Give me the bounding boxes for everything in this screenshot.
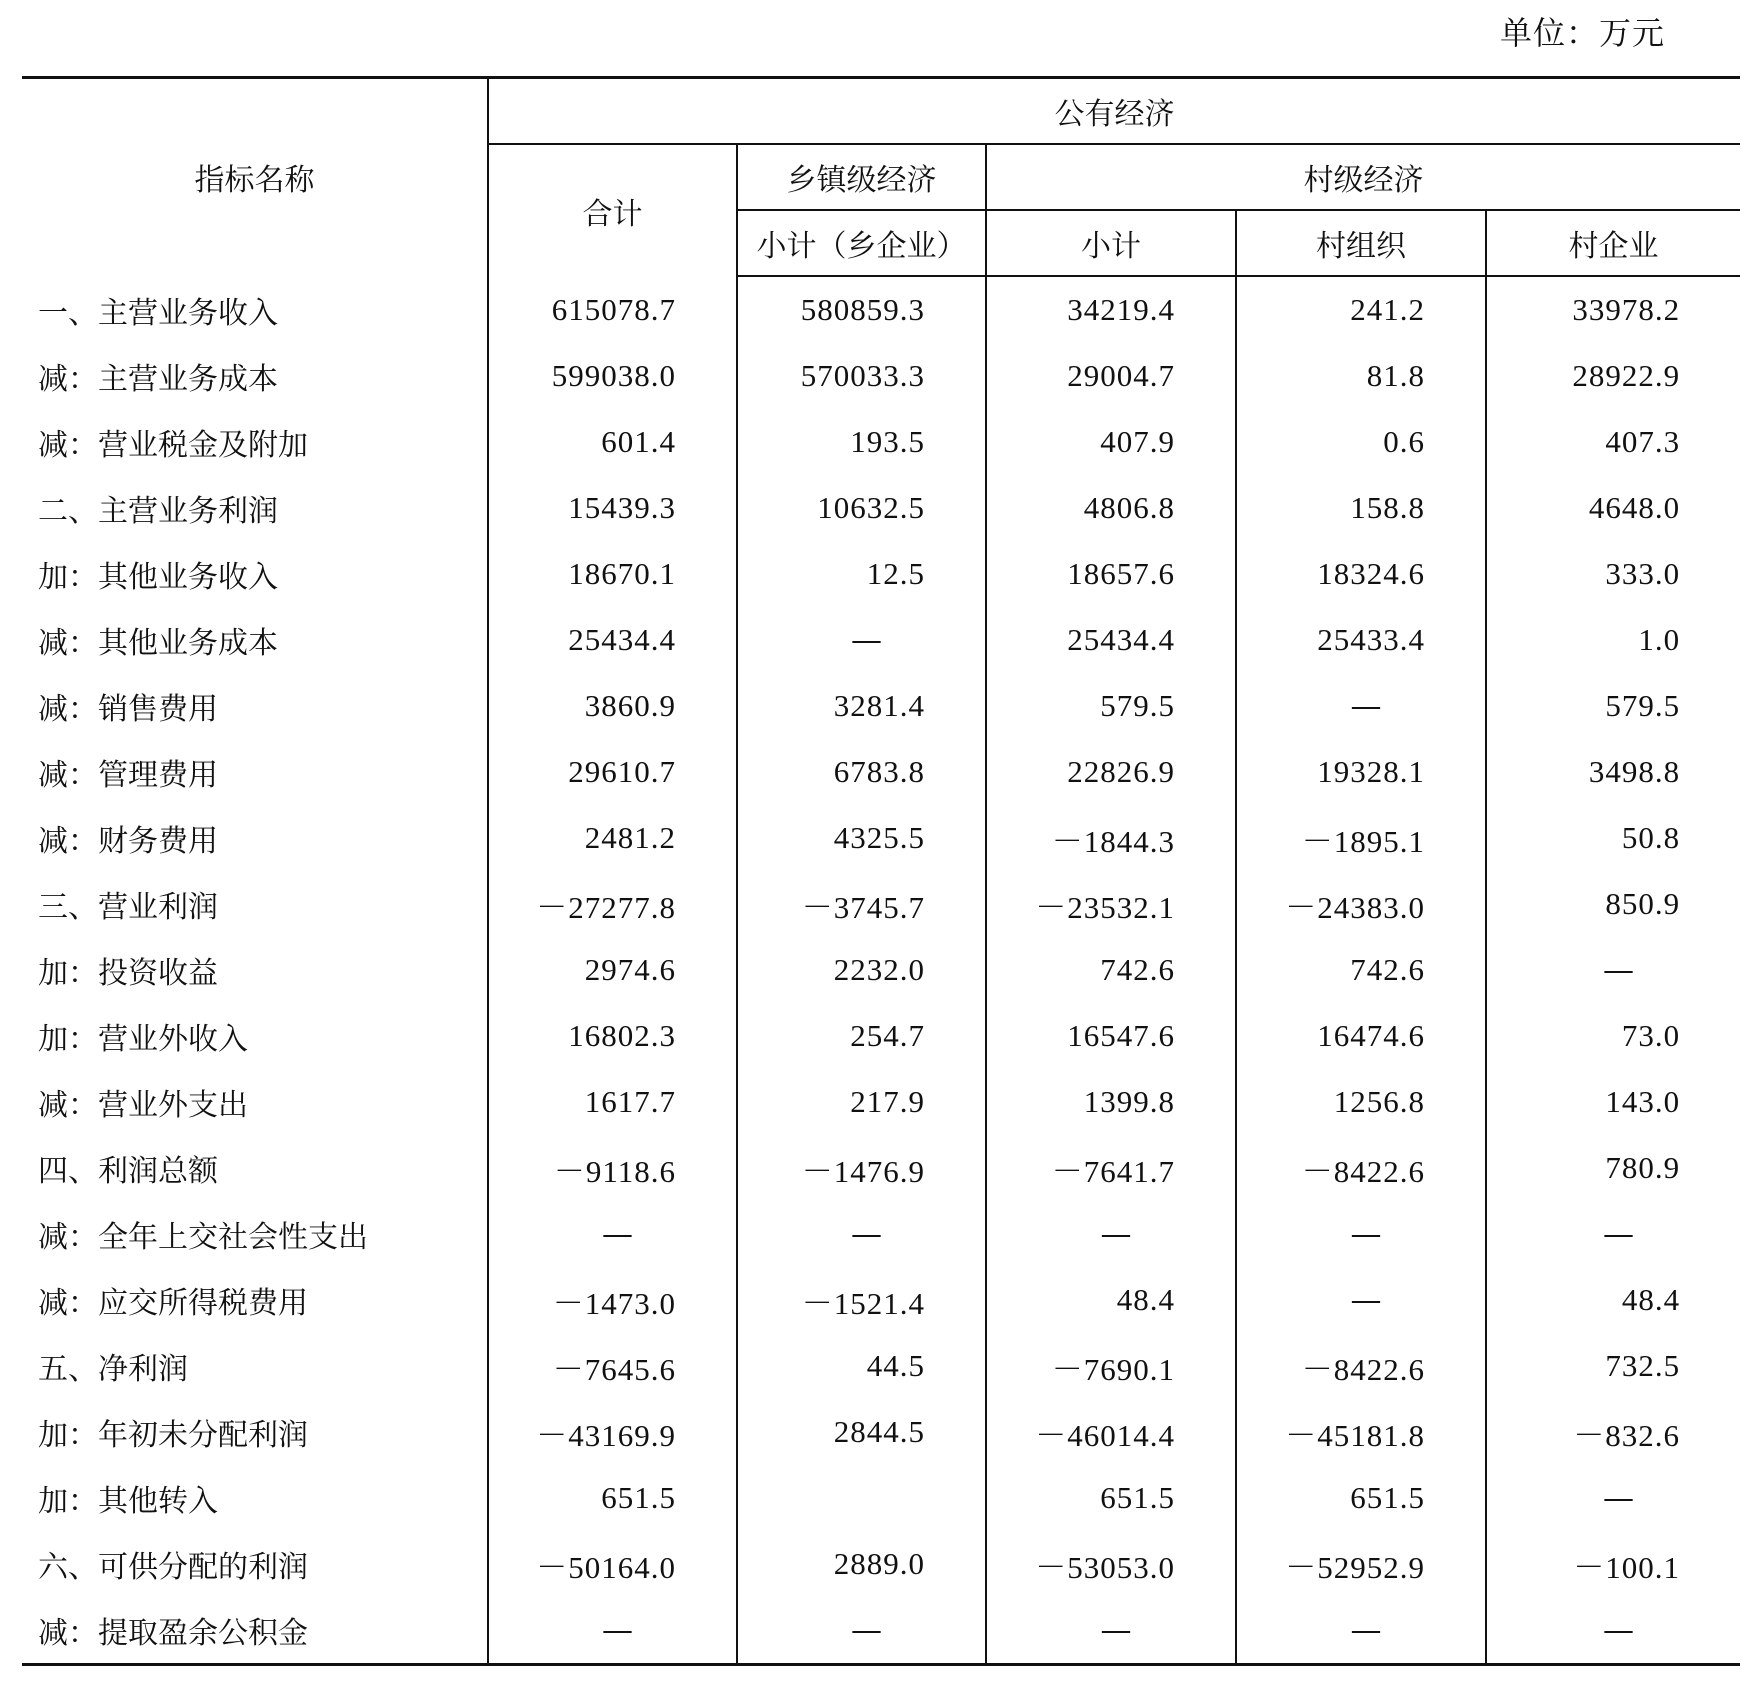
cell-township-subtotal: 193.5 — [737, 409, 986, 475]
cell-village-org: －24383.0 — [1236, 871, 1486, 937]
cell-village-subtotal: －7690.1 — [986, 1333, 1236, 1399]
cell-township-subtotal: 4325.5 — [737, 805, 986, 871]
cell-village-subtotal: 407.9 — [986, 409, 1236, 475]
header-indicator-name: 指标名称 — [194, 163, 315, 198]
cell-village-subtotal: 742.6 — [986, 937, 1236, 1003]
table-row — [22, 673, 1740, 739]
table-row — [22, 1069, 1740, 1135]
cell-village-enterprise: 48.4 — [1486, 1267, 1740, 1333]
row-label: 加：其他转入 — [38, 1484, 218, 1519]
cell-village-org: 651.5 — [1236, 1465, 1486, 1531]
table-row — [22, 541, 1740, 607]
cell-total: — — [488, 1597, 737, 1665]
cell-village-enterprise: — — [1486, 1201, 1740, 1267]
cell-total: 2974.6 — [488, 937, 737, 1003]
cell-village-subtotal: 579.5 — [986, 673, 1236, 739]
cell-township-subtotal: －1521.4 — [737, 1267, 986, 1333]
row-label: 减：销售费用 — [38, 692, 218, 727]
table-row — [22, 607, 1740, 673]
cell-village-org: 742.6 — [1236, 937, 1486, 1003]
cell-township-subtotal: 2889.0 — [737, 1531, 986, 1597]
unit-label: 单位：万元 — [1500, 14, 1666, 52]
row-label: 六、可供分配的利润 — [38, 1550, 308, 1585]
cell-village-org: — — [1236, 1201, 1486, 1267]
table-row — [22, 1201, 1740, 1267]
cell-village-org: — — [1236, 673, 1486, 739]
cell-village-enterprise: 3498.8 — [1486, 739, 1740, 805]
cell-village-org: — — [1236, 1597, 1486, 1665]
cell-village-subtotal: 22826.9 — [986, 739, 1236, 805]
table-row — [22, 475, 1740, 541]
cell-village-org: 19328.1 — [1236, 739, 1486, 805]
cell-village-org: －8422.6 — [1236, 1333, 1486, 1399]
cell-village-org: 18324.6 — [1236, 541, 1486, 607]
cell-total: －7645.6 — [488, 1333, 737, 1399]
row-label: 减：主营业务成本 — [38, 362, 278, 397]
cell-village-subtotal: 29004.7 — [986, 343, 1236, 409]
row-label: 减：应交所得税费用 — [38, 1286, 308, 1321]
cell-total: 16802.3 — [488, 1003, 737, 1069]
cell-village-enterprise: 33978.2 — [1486, 276, 1740, 343]
row-label: 一、主营业务收入 — [38, 295, 278, 331]
cell-village-org: 158.8 — [1236, 475, 1486, 541]
cell-village-subtotal: 1399.8 — [986, 1069, 1236, 1135]
cell-township-subtotal: — — [737, 1597, 986, 1665]
cell-total: 29610.7 — [488, 739, 737, 805]
cell-total: 2481.2 — [488, 805, 737, 871]
header-village-org: 村组织 — [1236, 210, 1486, 276]
cell-village-enterprise: 143.0 — [1486, 1069, 1740, 1135]
cell-village-subtotal: －53053.0 — [986, 1531, 1236, 1597]
cell-village-org: 0.6 — [1236, 409, 1486, 475]
cell-village-subtotal: －23532.1 — [986, 871, 1236, 937]
row-label: 减：管理费用 — [38, 758, 218, 793]
cell-township-subtotal: 44.5 — [737, 1333, 986, 1399]
row-label: 减：其他业务成本 — [38, 626, 278, 661]
cell-township-subtotal: 10632.5 — [737, 475, 986, 541]
cell-township-subtotal: 580859.3 — [737, 276, 986, 343]
cell-village-enterprise: 333.0 — [1486, 541, 1740, 607]
header-township-subtotal: 小计（乡企业） — [737, 210, 986, 276]
table-row — [22, 871, 1740, 937]
cell-village-subtotal: 34219.4 — [986, 276, 1236, 343]
table-row — [22, 1465, 1740, 1531]
table-row — [22, 937, 1740, 1003]
cell-township-subtotal: — — [737, 607, 986, 673]
cell-village-enterprise: 407.3 — [1486, 409, 1740, 475]
cell-total: 25434.4 — [488, 607, 737, 673]
cell-total: 1617.7 — [488, 1069, 737, 1135]
table-row — [22, 1399, 1740, 1465]
cell-village-enterprise: 50.8 — [1486, 805, 1740, 871]
cell-village-enterprise: 732.5 — [1486, 1333, 1740, 1399]
cell-village-subtotal: －1844.3 — [986, 805, 1236, 871]
cell-village-org: 81.8 — [1236, 343, 1486, 409]
cell-township-subtotal: 2232.0 — [737, 937, 986, 1003]
table-row — [22, 409, 1740, 475]
header-total: 合计 — [488, 144, 737, 276]
cell-total: 15439.3 — [488, 475, 737, 541]
cell-village-enterprise: －832.6 — [1486, 1399, 1740, 1465]
header-village-subtotal: 小计 — [986, 210, 1236, 276]
cell-township-subtotal: 6783.8 — [737, 739, 986, 805]
header-township-economy: 乡镇级经济 — [737, 144, 986, 210]
row-label: 加：其他业务收入 — [38, 560, 278, 595]
cell-village-org: －45181.8 — [1236, 1399, 1486, 1465]
cell-township-subtotal: 217.9 — [737, 1069, 986, 1135]
row-label: 四、利润总额 — [38, 1154, 218, 1189]
cell-total: －1473.0 — [488, 1267, 737, 1333]
header-village-economy: 村级经济 — [986, 144, 1740, 210]
cell-village-org: 16474.6 — [1236, 1003, 1486, 1069]
cell-village-org: －8422.6 — [1236, 1135, 1486, 1201]
profit-distribution-table — [22, 76, 1740, 1666]
row-label: 减：营业外支出 — [38, 1088, 248, 1123]
cell-total: 18670.1 — [488, 541, 737, 607]
table-row — [22, 1267, 1740, 1333]
cell-village-enterprise: －100.1 — [1486, 1531, 1740, 1597]
row-label: 加：年初未分配利润 — [38, 1418, 308, 1453]
table-row — [22, 1003, 1740, 1069]
table-row — [22, 1135, 1740, 1201]
table-header — [22, 78, 1740, 277]
cell-township-subtotal: 3281.4 — [737, 673, 986, 739]
cell-village-org: 1256.8 — [1236, 1069, 1486, 1135]
cell-total: 599038.0 — [488, 343, 737, 409]
cell-total: －9118.6 — [488, 1135, 737, 1201]
cell-village-enterprise: 73.0 — [1486, 1003, 1740, 1069]
row-label: 减：全年上交社会性支出 — [38, 1220, 368, 1255]
cell-total: 615078.7 — [488, 276, 737, 343]
cell-village-subtotal: 18657.6 — [986, 541, 1236, 607]
cell-village-enterprise: — — [1486, 1465, 1740, 1531]
cell-township-subtotal: 2844.5 — [737, 1399, 986, 1465]
table-row — [22, 343, 1740, 409]
cell-village-enterprise: 780.9 — [1486, 1135, 1740, 1201]
cell-total: －27277.8 — [488, 871, 737, 937]
header-village-enterprise: 村企业 — [1486, 210, 1740, 276]
row-label: 二、主营业务利润 — [38, 494, 278, 529]
cell-township-subtotal: 12.5 — [737, 541, 986, 607]
cell-village-subtotal: — — [986, 1201, 1236, 1267]
cell-village-enterprise: 28922.9 — [1486, 343, 1740, 409]
cell-village-enterprise: 579.5 — [1486, 673, 1740, 739]
cell-township-subtotal: －3745.7 — [737, 871, 986, 937]
cell-village-subtotal: 16547.6 — [986, 1003, 1236, 1069]
cell-township-subtotal — [737, 1465, 986, 1531]
row-label: 加：投资收益 — [38, 956, 218, 991]
cell-village-enterprise: — — [1486, 1597, 1740, 1665]
cell-village-enterprise: 4648.0 — [1486, 475, 1740, 541]
table-row — [22, 1531, 1740, 1597]
row-label: 三、营业利润 — [38, 890, 218, 925]
header-public-economy: 公有经济 — [488, 78, 1740, 145]
table-row — [22, 276, 1740, 343]
cell-village-enterprise: 1.0 — [1486, 607, 1740, 673]
cell-total: 601.4 — [488, 409, 737, 475]
cell-village-org: 241.2 — [1236, 276, 1486, 343]
cell-village-org: －52952.9 — [1236, 1531, 1486, 1597]
cell-village-subtotal: 25434.4 — [986, 607, 1236, 673]
table-row — [22, 805, 1740, 871]
table-row — [22, 1333, 1740, 1399]
cell-total: －50164.0 — [488, 1531, 737, 1597]
cell-township-subtotal: — — [737, 1201, 986, 1267]
table-row — [22, 1597, 1740, 1665]
cell-village-subtotal: 4806.8 — [986, 475, 1236, 541]
cell-village-subtotal: 651.5 — [986, 1465, 1236, 1531]
table-body — [22, 276, 1740, 1665]
row-label: 减：营业税金及附加 — [38, 428, 308, 463]
table-row — [22, 739, 1740, 805]
cell-village-org: －1895.1 — [1236, 805, 1486, 871]
cell-township-subtotal: 254.7 — [737, 1003, 986, 1069]
cell-total: 3860.9 — [488, 673, 737, 739]
row-label: 减：财务费用 — [38, 824, 218, 859]
cell-village-org: — — [1236, 1267, 1486, 1333]
cell-village-subtotal: 48.4 — [986, 1267, 1236, 1333]
row-label: 减：提取盈余公积金 — [38, 1616, 308, 1651]
cell-total: 651.5 — [488, 1465, 737, 1531]
cell-township-subtotal: －1476.9 — [737, 1135, 986, 1201]
cell-village-subtotal: — — [986, 1597, 1236, 1665]
cell-total: — — [488, 1201, 737, 1267]
cell-village-subtotal: －46014.4 — [986, 1399, 1236, 1465]
row-label: 五、净利润 — [38, 1352, 188, 1387]
cell-township-subtotal: 570033.3 — [737, 343, 986, 409]
cell-village-enterprise: — — [1486, 937, 1740, 1003]
cell-village-enterprise: 850.9 — [1486, 871, 1740, 937]
row-label: 加：营业外收入 — [38, 1022, 248, 1057]
cell-village-subtotal: －7641.7 — [986, 1135, 1236, 1201]
cell-total: －43169.9 — [488, 1399, 737, 1465]
cell-village-org: 25433.4 — [1236, 607, 1486, 673]
